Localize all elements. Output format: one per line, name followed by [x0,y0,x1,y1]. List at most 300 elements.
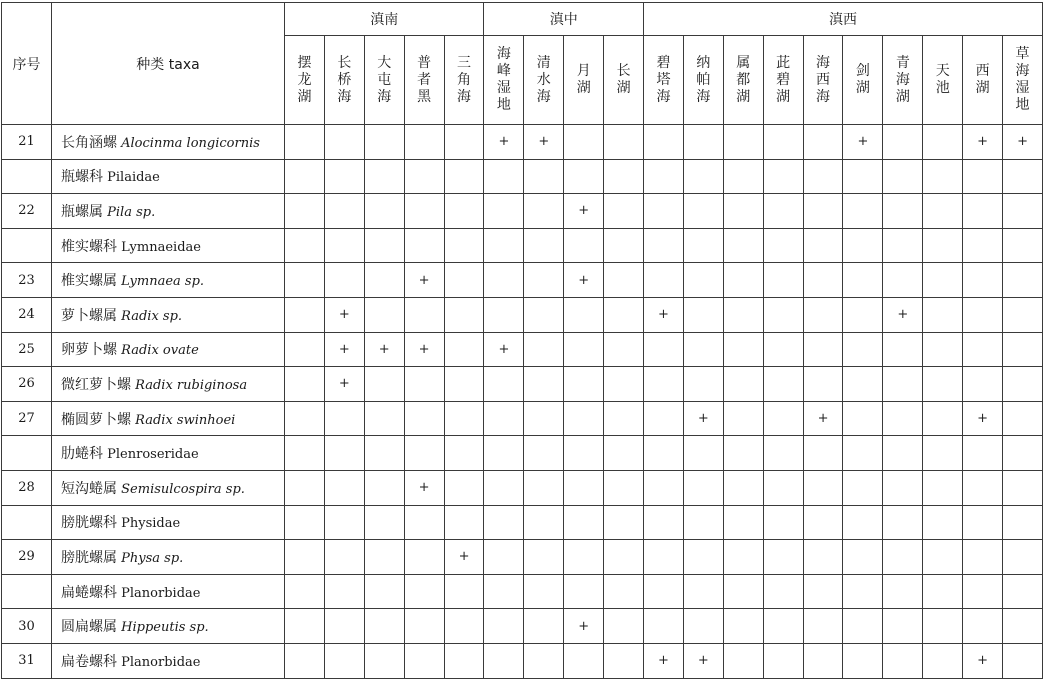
presence-cell [1003,194,1043,229]
presence-cell [723,436,763,471]
lake-name: 清水海 [536,54,551,105]
presence-cell [1003,228,1043,263]
presence-cell [444,643,484,678]
presence-cell [763,609,803,644]
row-index [2,159,52,194]
presence-cell: + [1003,125,1043,160]
presence-cell [843,263,883,298]
presence-cell [843,609,883,644]
presence-cell: + [404,332,444,367]
presence-cell [324,505,364,540]
presence-cell [644,470,684,505]
table-row [2,436,1043,471]
presence-cell [723,263,763,298]
presence-cell: + [404,263,444,298]
presence-cell [883,505,923,540]
presence-cell [723,332,763,367]
presence-cell [524,228,564,263]
presence-cell [564,401,604,436]
presence-cell [723,297,763,332]
presence-cell [604,574,644,609]
table-row [2,297,1043,332]
presence-cell [843,401,883,436]
presence-cell [324,263,364,298]
lake-header [963,36,1003,125]
presence-cell [364,643,404,678]
presence-cell [484,263,524,298]
presence-cell [604,159,644,194]
presence-cell [883,228,923,263]
presence-cell [484,228,524,263]
presence-cell [285,574,325,609]
presence-cell [923,401,963,436]
lake-name: 海西海 [816,54,831,105]
presence-cell [963,332,1003,367]
lake-header [883,36,923,125]
presence-cell [285,436,325,471]
taxa-header: 种类 taxa [52,3,285,125]
presence-cell [524,643,564,678]
row-index: 27 [2,401,52,436]
row-index: 24 [2,297,52,332]
presence-cell [564,540,604,575]
presence-cell [644,263,684,298]
presence-cell [923,505,963,540]
presence-cell [364,505,404,540]
presence-cell [484,470,524,505]
presence-cell [285,367,325,402]
presence-cell [683,470,723,505]
presence-cell [723,159,763,194]
presence-cell [404,643,444,678]
presence-cell [963,540,1003,575]
presence-cell [843,505,883,540]
presence-cell [564,436,604,471]
presence-cell [564,297,604,332]
presence-cell [803,263,843,298]
presence-cell [604,609,644,644]
lake-header [644,36,684,125]
table-row [2,574,1043,609]
presence-cell [564,367,604,402]
presence-cell [723,643,763,678]
presence-cell [444,470,484,505]
presence-cell [644,574,684,609]
table-row [2,540,1043,575]
presence-cell [404,297,444,332]
presence-cell [683,574,723,609]
presence-cell [803,332,843,367]
presence-cell [923,574,963,609]
presence-cell [404,194,444,229]
presence-cell [364,125,404,160]
presence-cell [843,574,883,609]
lake-header [324,36,364,125]
table-row [2,401,1043,436]
presence-cell: + [564,263,604,298]
presence-cell [883,470,923,505]
presence-cell [803,228,843,263]
table-row [2,367,1043,402]
taxon-chinese-name: 扁卷螺科 [61,653,117,670]
presence-cell [285,505,325,540]
presence-cell [364,228,404,263]
presence-cell [604,505,644,540]
table-row [2,125,1043,160]
presence-cell [444,263,484,298]
taxon-chinese-name: 膀胱螺属 [61,549,117,566]
lake-name: 海峰湿地 [496,46,511,113]
presence-cell [683,263,723,298]
lake-header [843,36,883,125]
presence-cell [644,436,684,471]
presence-cell [963,470,1003,505]
taxon-scientific-name: Pila sp. [107,204,156,220]
taxon-scientific-name: Pilaidae [107,170,160,186]
taxon-scientific-name: Physidae [121,516,181,532]
presence-cell [484,194,524,229]
presence-cell [644,367,684,402]
presence-cell [604,332,644,367]
presence-cell [285,194,325,229]
presence-cell: + [644,297,684,332]
taxon-scientific-name: Radix ovate [121,343,199,359]
row-index: 23 [2,263,52,298]
presence-cell [843,297,883,332]
presence-cell [803,159,843,194]
presence-cell [803,194,843,229]
presence-cell [843,159,883,194]
lake-name: 天池 [935,63,950,96]
presence-cell [285,609,325,644]
taxon-name-cell [52,540,285,575]
presence-cell [604,297,644,332]
table-row [2,505,1043,540]
presence-cell [683,125,723,160]
presence-cell [324,228,364,263]
presence-cell [963,436,1003,471]
taxon-name-cell [52,401,285,436]
presence-cell [883,263,923,298]
row-index: 22 [2,194,52,229]
presence-cell: + [364,332,404,367]
presence-cell [444,401,484,436]
lake-header [1003,36,1043,125]
presence-cell [843,540,883,575]
presence-cell [564,574,604,609]
presence-cell [404,436,444,471]
presence-cell [324,125,364,160]
presence-cell [723,367,763,402]
presence-cell: + [883,297,923,332]
taxon-chinese-name: 椭圆萝卜螺 [61,411,131,428]
presence-cell [883,194,923,229]
presence-cell [644,194,684,229]
presence-cell [683,332,723,367]
region-header-row [2,3,1043,36]
presence-cell: + [963,125,1003,160]
presence-cell [683,367,723,402]
presence-cell: + [963,401,1003,436]
taxon-chinese-name: 肋蜷科 [61,446,103,463]
presence-cell: + [524,125,564,160]
taxon-chinese-name: 短沟蜷属 [61,480,117,497]
taxon-chinese-name: 瓶螺属 [61,203,103,220]
taxon-chinese-name: 瓶螺科 [61,169,103,186]
presence-cell [444,228,484,263]
region-header: 滇南 [285,3,484,36]
lake-name: 剑湖 [855,63,870,96]
presence-cell [285,228,325,263]
presence-cell [644,401,684,436]
presence-cell [564,643,604,678]
lake-header [683,36,723,125]
presence-cell [524,297,564,332]
presence-cell [883,574,923,609]
presence-cell [364,436,404,471]
presence-cell [883,609,923,644]
presence-cell [444,159,484,194]
presence-cell [404,609,444,644]
presence-cell [723,194,763,229]
lake-name: 大屯海 [377,54,392,105]
presence-cell [963,505,1003,540]
presence-cell [364,297,404,332]
presence-cell [324,194,364,229]
presence-cell [364,470,404,505]
presence-cell: + [843,125,883,160]
lake-header [484,36,524,125]
presence-cell [285,643,325,678]
presence-cell [923,297,963,332]
presence-cell [404,367,444,402]
presence-cell [763,125,803,160]
presence-cell [683,609,723,644]
taxon-scientific-name: Lymnaea sp. [121,274,205,290]
presence-cell [644,125,684,160]
presence-cell [843,228,883,263]
presence-cell [1003,263,1043,298]
presence-cell [1003,505,1043,540]
taxon-scientific-name: Lymnaeidae [121,239,201,255]
presence-cell [923,228,963,263]
taxon-chinese-name: 膀胱螺科 [61,515,117,532]
presence-cell [404,125,444,160]
row-index: 21 [2,125,52,160]
presence-cell [883,125,923,160]
presence-cell [444,332,484,367]
presence-cell [883,436,923,471]
lake-header [444,36,484,125]
presence-cell [524,540,564,575]
presence-cell [723,540,763,575]
presence-cell [683,505,723,540]
presence-cell [723,401,763,436]
taxon-name-cell [52,505,285,540]
table-body [2,125,1043,679]
presence-cell: + [564,609,604,644]
presence-cell [723,505,763,540]
presence-cell [604,194,644,229]
taxon-name-cell [52,436,285,471]
lake-header [923,36,963,125]
lake-name: 长桥海 [337,54,352,105]
presence-cell [923,436,963,471]
presence-cell [604,125,644,160]
presence-cell [683,540,723,575]
taxon-name-cell [52,297,285,332]
presence-cell [364,609,404,644]
table-row [2,159,1043,194]
lake-name: 草海湿地 [1015,46,1030,113]
presence-cell [484,643,524,678]
presence-cell [324,540,364,575]
lake-name: 普者黑 [417,54,432,105]
taxon-name-cell [52,609,285,644]
presence-cell [923,470,963,505]
presence-cell [285,332,325,367]
region-header: 滇中 [484,3,644,36]
taxon-chinese-name: 椎实螺科 [61,238,117,255]
presence-cell [604,540,644,575]
presence-cell [843,194,883,229]
presence-cell [723,574,763,609]
presence-cell [683,159,723,194]
presence-cell [324,159,364,194]
presence-cell [763,194,803,229]
presence-cell [723,228,763,263]
presence-cell [484,297,524,332]
presence-cell [444,436,484,471]
presence-cell [763,643,803,678]
presence-cell [524,401,564,436]
presence-cell [644,540,684,575]
lake-name: 月湖 [576,63,591,96]
lake-name: 纳帕海 [696,54,711,105]
presence-cell: + [803,401,843,436]
row-index: 28 [2,470,52,505]
table-row [2,263,1043,298]
presence-cell [604,643,644,678]
presence-cell [763,263,803,298]
lake-header [604,36,644,125]
presence-cell [843,332,883,367]
presence-cell [484,401,524,436]
presence-cell [604,228,644,263]
presence-cell [564,125,604,160]
presence-cell [564,159,604,194]
presence-cell: + [324,297,364,332]
presence-cell: + [484,125,524,160]
presence-cell [803,540,843,575]
presence-cell [803,505,843,540]
presence-cell [644,159,684,194]
presence-cell [364,574,404,609]
presence-cell [843,367,883,402]
row-index: 25 [2,332,52,367]
table-row [2,228,1043,263]
presence-cell: + [644,643,684,678]
presence-cell [1003,367,1043,402]
taxon-name-cell [52,367,285,402]
presence-cell [324,470,364,505]
lake-name: 长湖 [616,63,631,96]
presence-cell [604,401,644,436]
taxon-chinese-name: 卵萝卜螺 [61,342,117,359]
presence-cell [1003,574,1043,609]
presence-cell [723,470,763,505]
presence-cell [324,643,364,678]
taxon-chinese-name: 椎实螺属 [61,273,117,290]
presence-cell [803,125,843,160]
presence-cell [524,367,564,402]
lake-name: 茈碧湖 [776,54,791,105]
taxon-scientific-name: Physa sp. [121,550,184,566]
taxon-chinese-name: 扁蜷螺科 [61,584,117,601]
presence-cell: + [484,332,524,367]
presence-cell [1003,401,1043,436]
taxon-scientific-name: Planorbidae [121,585,201,601]
presence-cell [644,228,684,263]
presence-cell [444,297,484,332]
presence-cell [404,574,444,609]
lake-header [364,36,404,125]
taxon-name-cell [52,125,285,160]
presence-cell [763,574,803,609]
presence-cell [803,297,843,332]
table-row [2,609,1043,644]
presence-cell [1003,332,1043,367]
presence-cell [763,367,803,402]
presence-cell [444,367,484,402]
presence-cell [843,436,883,471]
row-index: 30 [2,609,52,644]
presence-cell [604,367,644,402]
presence-cell: + [324,332,364,367]
presence-cell [803,609,843,644]
taxon-name-cell [52,643,285,678]
presence-cell [484,436,524,471]
table-row [2,470,1043,505]
presence-cell [923,609,963,644]
presence-cell [763,540,803,575]
presence-cell [843,470,883,505]
presence-cell [444,125,484,160]
presence-cell [484,574,524,609]
taxon-name-cell [52,470,285,505]
presence-cell [444,194,484,229]
presence-cell [683,436,723,471]
taxon-chinese-name: 圆扁螺属 [61,619,117,636]
presence-cell [843,643,883,678]
presence-cell [1003,159,1043,194]
presence-cell [963,228,1003,263]
presence-cell [763,401,803,436]
region-header: 滇西 [644,3,1043,36]
lake-header [524,36,564,125]
presence-cell: + [564,194,604,229]
presence-cell [524,332,564,367]
presence-cell [644,609,684,644]
row-index: 31 [2,643,52,678]
presence-cell [883,367,923,402]
presence-cell [803,470,843,505]
taxon-name-cell [52,263,285,298]
presence-cell: + [324,367,364,402]
taxon-scientific-name: Hippeutis sp. [121,620,209,636]
presence-cell [524,194,564,229]
presence-cell [1003,643,1043,678]
